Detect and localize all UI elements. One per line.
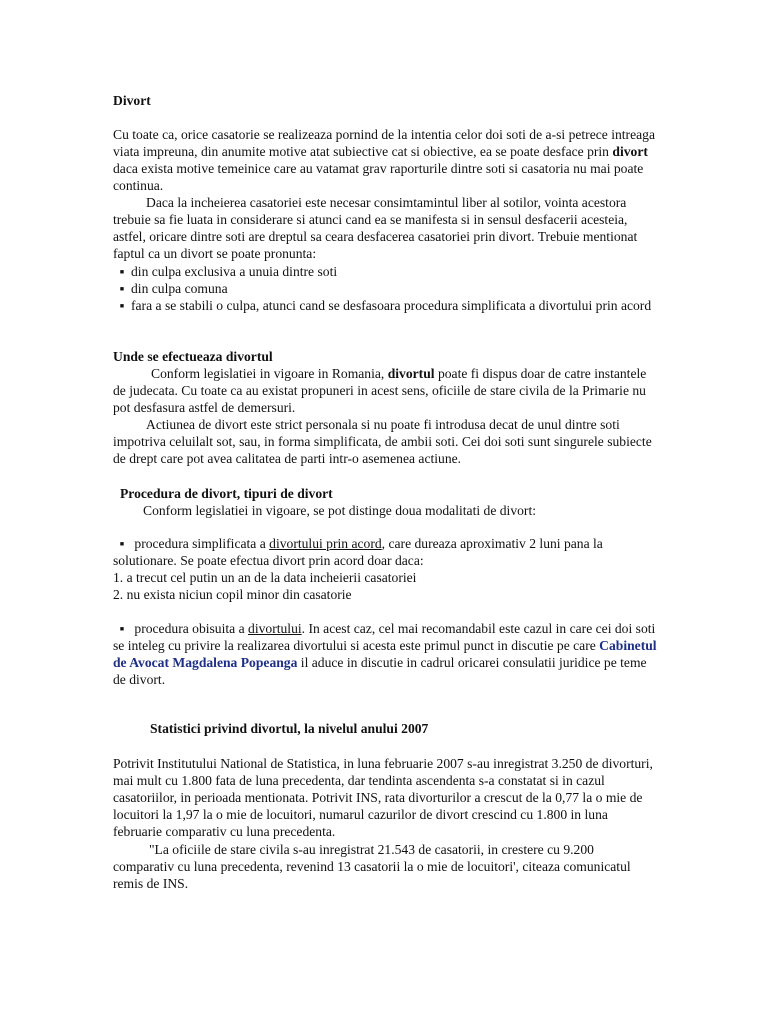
- link-cabinet-avocat[interactable]: Cabinetul de Avocat Magdalena Popeanga: [113, 638, 657, 670]
- section1-paragraph-1: [113, 365, 658, 416]
- item2-text-mid: . In acest caz, cel mai recomandabil este cazul in care cei doi soti se inteleg cu privire la realizarea divortului si acesta este primul punct in discutie pe care: [113, 621, 656, 653]
- list-item: [113, 297, 658, 314]
- link-divortului-prin-acord[interactable]: divortului prin acord: [269, 536, 382, 551]
- section-heading-statistici: Statistici privind divortul, la nivelul anului 2007: [150, 721, 429, 736]
- item1-text-end: , care dureaza aproximativ 2 luni pana la solutionare. Se poate efectua divort prin acord doar daca:: [113, 536, 603, 568]
- section2-item-simplified: [113, 535, 658, 569]
- bullet-square-icon: ▪: [119, 281, 125, 296]
- section-heading-unde: Unde se efectueaza divortul: [113, 349, 273, 364]
- item2-text-end: il aduce in discutie in cadrul oricarei consulatii juridice pe teme de divort.: [113, 655, 647, 687]
- condition-2: 2. nu exista niciun copil minor din casatorie: [113, 587, 352, 602]
- link-divortului[interactable]: divortului: [248, 621, 302, 636]
- section1-paragraph-2: Actiunea de divort este strict personala si nu poate fi introdusa decat de unul dintre soti impotriva celuilalt sot, sau, in forma simplificata, de ambii soti. Cei doi soti sunt singurele subiecte de drept care pot avea calitatea de parti intr-o asemenea actiune.: [113, 417, 652, 466]
- intro-paragraph-2: Daca la incheierea casatoriei este necesar consimtamintul liber al sotilor, vointa acestora trebuie sa fie luata in considerare si atunci cand ea se manifesta si in sensul desfacerii acesteia, astfel, oricare dintre soti are dreptul sa ceara desfacerea casatoriei prin divort. Trebuie mentionat faptul ca un divort se poate pronunta:: [113, 195, 638, 261]
- section-heading-procedura: Procedura de divort, tipuri de divort: [120, 486, 333, 501]
- intro-p1-bold-divort: divort: [612, 144, 648, 159]
- section2-item-ordinary: [113, 620, 658, 688]
- section2-intro: Conform legislatiei in vigoare, se pot distinge doua modalitati de divort:: [143, 503, 537, 518]
- intro-bullet-list: [113, 263, 658, 314]
- section3-paragraph-2: "La oficiile de stare civila s-au inregistrat 21.543 de casatorii, in crestere cu 9.200 comparativ cu luna precedenta, revenind 13 casatorii la o mie de locuitori', citeaza comunicatul remis de INS.: [113, 842, 631, 891]
- bullet-text: din culpa exclusiva a unuia dintre soti: [131, 264, 338, 279]
- item1-text-start: procedura simplificata a: [134, 536, 270, 551]
- section1-p1-text-start: Conform legislatiei in vigoare in Romania,: [151, 366, 388, 381]
- intro-p1-text-end: daca exista motive temeinice care au vatamat grav raporturile dintre soti si casatoria nu mai poate continua.: [113, 161, 644, 193]
- bullet-text: din culpa comuna: [131, 281, 228, 296]
- bullet-square-icon: ▪: [119, 298, 125, 313]
- section1-p1-text-end: poate fi dispus doar de catre instantele de judecata. Cu toate ca au existat propuneri in acest sens, oficiile de stare civila de la Primarie nu pot desfasura astfel de demersuri.: [113, 366, 647, 415]
- bullet-square-icon: ▪: [119, 621, 125, 636]
- item2-text-start: procedura obisuita a: [134, 621, 249, 636]
- intro-paragraph-1: [113, 126, 658, 194]
- document-title: Divort: [113, 93, 151, 108]
- section3-paragraph-1: Potrivit Institutului National de Statistica, in luna februarie 2007 s-au inregistrat 3.250 de divorturi, mai mult cu 1.800 fata de luna precedenta, dar tendinta ascendenta s-a constatat si in cazul casatoriilor, in perioada mentionata. Potrivit INS, rata divorturilor a crescut de la 0,77 la o mie de locuitori la 1,97 la o mie de locuitori, numarul cazurilor de divort crescind cu 1.800 in luna februarie comparativ cu luna precedenta.: [113, 756, 653, 839]
- intro-p1-text-start: Cu toate ca, orice casatorie se realizeaza pornind de la intentia celor doi soti de a-si petrece intreaga viata impreuna, din anumite motive atat subiective cat si obiective, ea se poate desface prin: [113, 127, 655, 159]
- list-item: [113, 280, 658, 297]
- bullet-square-icon: ▪: [119, 264, 125, 279]
- condition-1: 1. a trecut cel putin un an de la data incheierii casatoriei: [113, 570, 417, 585]
- list-item: [113, 263, 658, 280]
- bullet-square-icon: ▪: [119, 536, 125, 551]
- bullet-text: fara a se stabili o culpa, atunci cand se desfasoara procedura simplificata a divortului prin acord: [131, 298, 652, 313]
- section1-p1-bold-divortul: divortul: [387, 366, 435, 381]
